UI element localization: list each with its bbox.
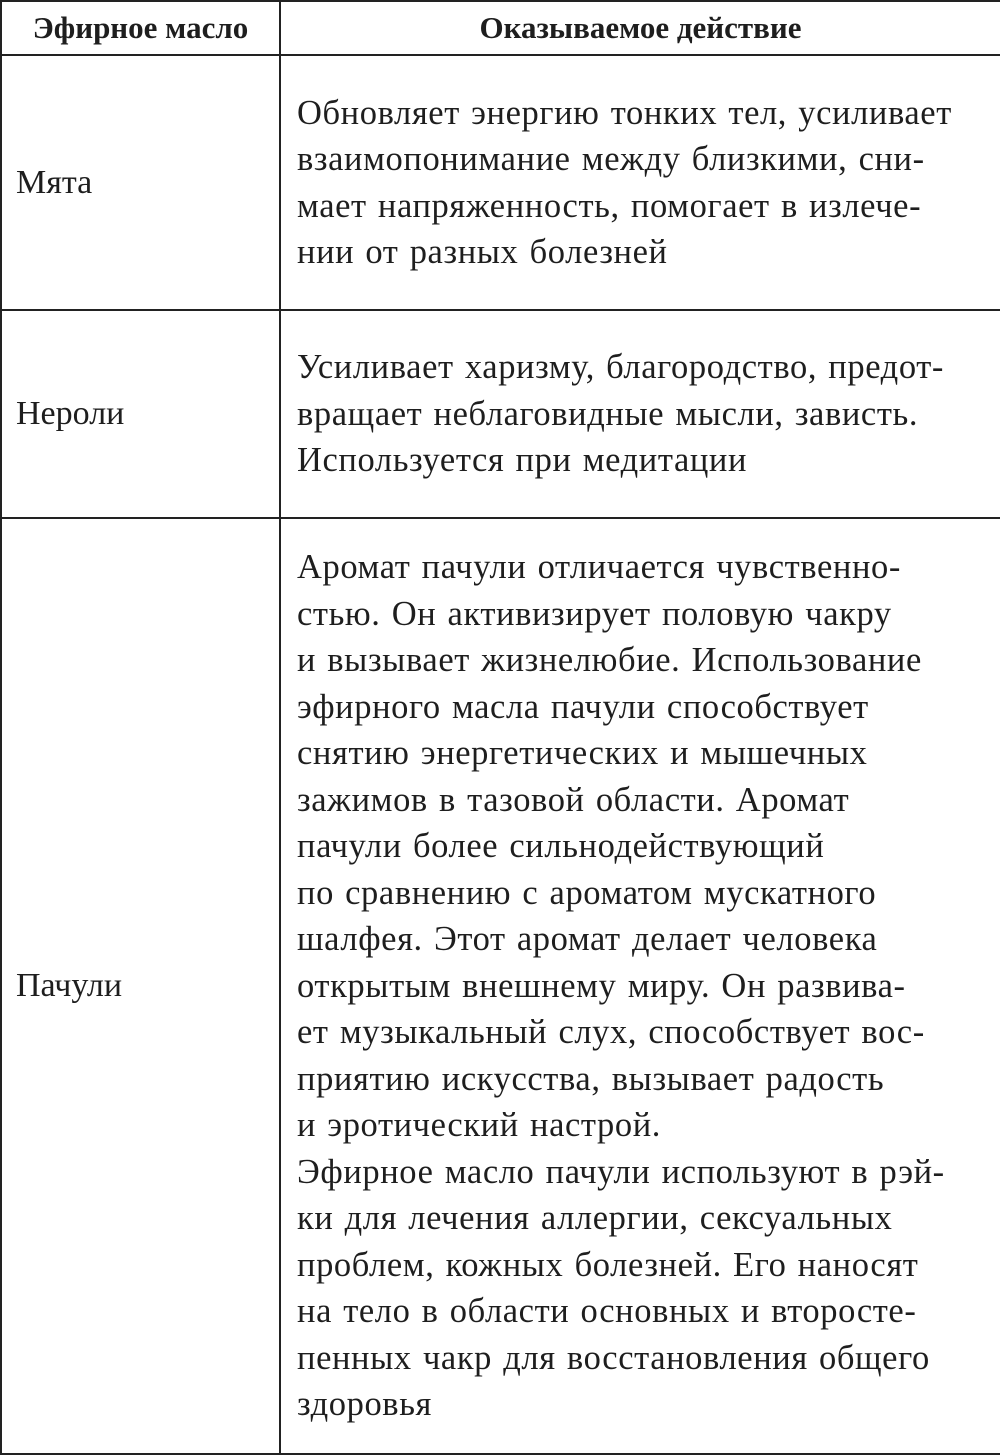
effect-text-line: и эротический настрой. — [297, 1106, 662, 1145]
effect-text-line: пенных чакр для восстановления общего — [297, 1338, 930, 1377]
effect-text-line: зажимов в тазовой области. Аромат — [297, 780, 850, 819]
effect-text-line: Аромат пачули отличается чувственно- — [297, 548, 901, 587]
effect-text-line: и вызывает жизнелюбие. Использование — [297, 641, 922, 680]
effect-text-line: по сравнению с ароматом мускатного — [297, 873, 877, 912]
effect-text-line: Эфирное масло пачули используют в рэй- — [297, 1152, 945, 1191]
effect-text-line: снятию энергетических и мышечных — [297, 734, 868, 773]
effect-text-line: приятию искусства, вызывает радость — [297, 1059, 885, 1098]
effect-text-line: Усиливает харизму, благородство, предот- — [297, 348, 944, 387]
effect-text-line: нии от разных болезней — [297, 233, 668, 271]
oil-name-cell: Нероли — [1, 310, 280, 518]
effect-text-line: мает напряженность, помогает в излече- — [297, 186, 922, 225]
oil-name-cell: Мята — [1, 55, 280, 310]
table-row-neroli — [1, 310, 1000, 518]
effect-text-line: вращает неблаговидные мысли, зависть. — [297, 394, 919, 433]
effect-text-line: открытым внешнему миру. Он развива- — [297, 966, 906, 1005]
effect-text-line: шалфея. Этот аромат делает человека — [297, 920, 878, 959]
oil-effect-cell — [280, 55, 1000, 310]
oil-effect-cell — [280, 518, 1000, 1454]
effect-text-line: здоровья — [297, 1385, 433, 1424]
effect-text-line: на тело в области основных и второсте- — [297, 1292, 917, 1331]
table-row-patchouli — [1, 518, 1000, 1454]
effect-text-line: пачули более сильнодействующий — [297, 827, 825, 866]
oil-effect-text — [297, 344, 994, 484]
oil-name-cell: Пачули — [1, 518, 280, 1454]
effect-text-line: взаимопонимание между близкими, сни- — [297, 140, 925, 178]
table-row-mint — [1, 55, 1000, 310]
effect-text-line: Используется при медитации — [297, 441, 748, 480]
effect-text-line: ки для лечения аллергии, сексуальных — [297, 1199, 893, 1238]
effect-text-line: стью. Он активизирует половую чакру — [297, 594, 892, 633]
effect-text-line: эфирного масла пачули способствует — [297, 687, 869, 726]
oil-effect-cell — [280, 310, 1000, 518]
effect-text-line: ет музыкальный слух, способствует вос- — [297, 1013, 925, 1052]
effect-text-line: проблем, кожных болезней. Его наносят — [297, 1245, 919, 1284]
column-header-oil: Эфирное масло — [1, 1, 280, 55]
oil-effect-text — [297, 90, 994, 276]
oil-effect-text — [297, 544, 994, 1428]
table-header-row — [1, 1, 1000, 55]
column-header-effect: Оказываемое действие — [280, 1, 1000, 55]
effect-text-line: Обновляет энергию тонких тел, усиливает — [297, 93, 952, 132]
